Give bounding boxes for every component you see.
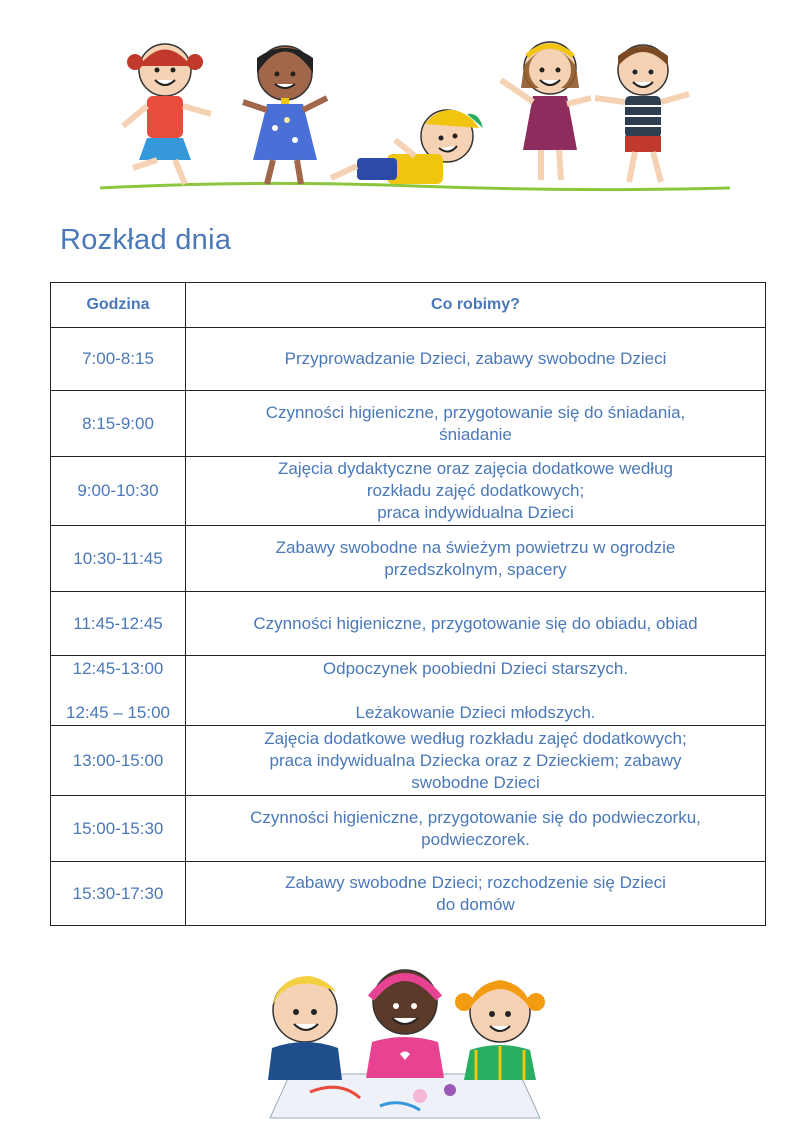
table-row: [51, 391, 766, 457]
activity-cell: Zabawy swobodne na świeżym powietrzu w ogrodzie przedszkolnym, spacery: [186, 526, 766, 592]
activity-cell: Zabawy swobodne Dzieci; rozchodzenie się Dzieci do domów: [186, 862, 766, 926]
child-girl-headband: [501, 42, 591, 180]
table-row: [51, 592, 766, 656]
time-cell: 7:00-8:15: [51, 328, 186, 391]
activity-cell: Czynności higieniczne, przygotowanie się do obiadu, obiad: [186, 592, 766, 656]
child-girl-pink-headband: [366, 970, 444, 1078]
table-header-row: [51, 283, 766, 328]
page-title: Rozkład dnia: [60, 224, 232, 256]
activity-cell: Czynności higieniczne, przygotowanie się do podwieczorku, podwieczorek.: [186, 796, 766, 862]
time-cell: 9:00-10:30: [51, 457, 186, 526]
child-girl-orange-hair: [455, 980, 545, 1080]
table-row: [51, 726, 766, 796]
table-row: [51, 796, 766, 862]
table-row: [51, 656, 766, 726]
child-boy-blond: [268, 976, 342, 1080]
activity-cell: Przyprowadzanie Dzieci, zabawy swobodne Dzieci: [186, 328, 766, 391]
schedule-table: [50, 282, 766, 926]
child-boy-lying: [331, 110, 483, 184]
child-girl-pigtails: [123, 44, 211, 184]
table-row: [51, 526, 766, 592]
time-cell: 8:15-9:00: [51, 391, 186, 457]
time-cell: 15:30-17:30: [51, 862, 186, 926]
child-boy-striped: [595, 45, 689, 182]
children-drawing-illustration: [250, 962, 560, 1120]
time-cell: 13:00-15:00: [51, 726, 186, 796]
time-cell: 11:45-12:45: [51, 592, 186, 656]
header-activity: Co robimy?: [186, 283, 766, 328]
time-cell: 10:30-11:45: [51, 526, 186, 592]
time-cell: 15:00-15:30: [51, 796, 186, 862]
header-time: Godzina: [51, 283, 186, 328]
activity-cell: Zajęcia dydaktyczne oraz zajęcia dodatkowe według rozkładu zajęć dodatkowych; praca indywidualna Dzieci: [186, 457, 766, 526]
table-row: [51, 862, 766, 926]
activity-cell: Zajęcia dodatkowe według rozkładu zajęć dodatkowych; praca indywidualna Dziecka oraz z Dzieckiem; zabawy swobodne Dzieci: [186, 726, 766, 796]
time-cell: 12:45-13:00 12:45 – 15:00: [51, 656, 186, 726]
children-playing-illustration: [95, 28, 735, 198]
table-row: [51, 328, 766, 391]
child-girl-blue-dress: [243, 46, 327, 184]
table-row: [51, 457, 766, 526]
activity-cell: Odpoczynek poobiedni Dzieci starszych. Leżakowanie Dzieci młodszych.: [186, 656, 766, 726]
activity-cell: Czynności higieniczne, przygotowanie się do śniadania, śniadanie: [186, 391, 766, 457]
